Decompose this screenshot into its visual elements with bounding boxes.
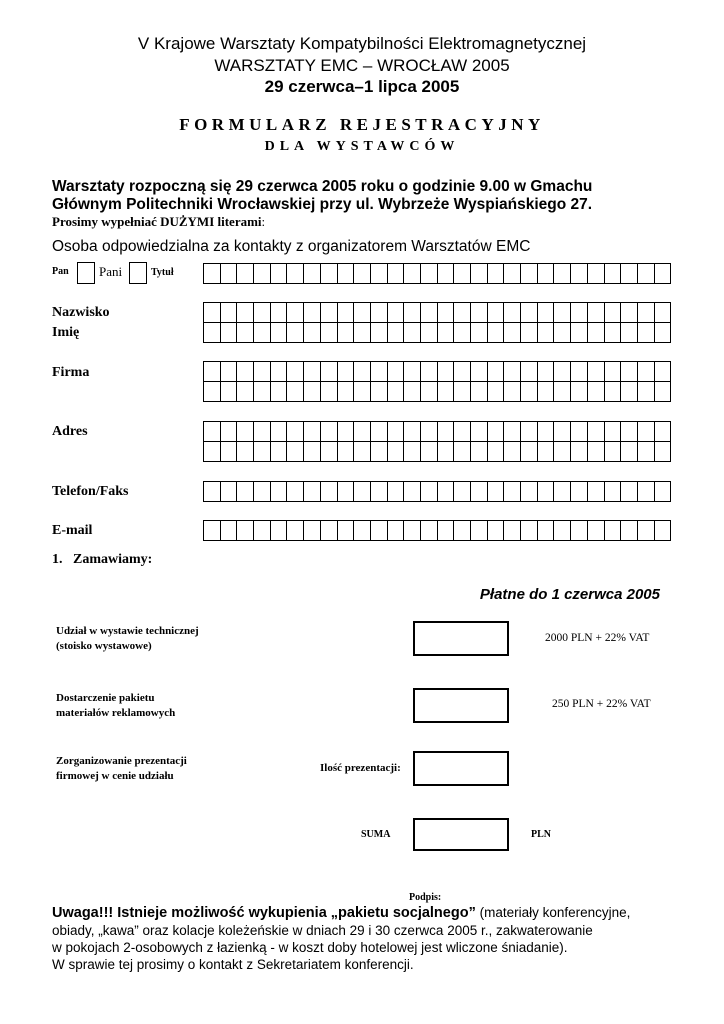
item2-label-2: materiałów reklamowych: [56, 707, 176, 719]
tytul-input[interactable]: [203, 263, 671, 284]
presentation-count-input[interactable]: [413, 751, 509, 786]
social-package-note: [52, 904, 660, 973]
sum-unit: PLN: [531, 829, 551, 840]
label-imie: Imię: [52, 325, 80, 340]
intro-line-1: Warsztaty rozpoczną się 29 czerwca 2005 roku o godzinie 9.00 w Gmachu: [52, 178, 593, 195]
order-heading: 1. Zamawiamy:: [52, 552, 153, 567]
label-firma: Firma: [52, 365, 90, 380]
item1-price: 2000 PLN + 22% VAT: [545, 632, 650, 644]
nazwisko-imie-input[interactable]: [203, 302, 671, 343]
note-rest-1: (materiały konferencyjne,: [475, 905, 631, 920]
label-adres: Adres: [52, 424, 88, 439]
item3-label-2: firmowej w cenie udziału: [56, 770, 174, 782]
contact-heading: Osoba odpowiedzialna za kontakty z organizatorem Warsztatów EMC: [52, 238, 531, 255]
fill-note: Prosimy wypełniać DUŻYMI literami:: [52, 214, 266, 229]
sum-input[interactable]: [413, 818, 509, 851]
note-line-2: obiady, „kawa” oraz kolacje koleżeńskie w dniach 29 i 30 czerwca 2005 r., zakwaterowanie: [52, 923, 593, 938]
item2-price: 250 PLN + 22% VAT: [552, 698, 651, 710]
label-tytul: Tytuł: [151, 267, 174, 278]
header-dates: 29 czerwca–1 lipca 2005: [264, 77, 460, 96]
note-line-4: W sprawie tej prosimy o kontakt z Sekretariatem konferencji.: [52, 957, 414, 972]
item3-label-1: Zorganizowanie prezentacji: [56, 755, 187, 767]
label-pani: Pani: [99, 264, 123, 279]
telefon-input[interactable]: [203, 481, 671, 502]
note-bold: Uwaga!!! Istnieje możliwość wykupienia „pakietu socjalnego”: [52, 905, 476, 921]
deadline: Płatne do 1 czerwca 2005: [479, 586, 660, 603]
adres-input[interactable]: [203, 421, 671, 462]
intro-line-2: Głównym Politechniki Wrocławskiej przy ul. Wybrzeże Wyspiańskiego 27.: [52, 196, 593, 213]
signature-label: Podpis:: [409, 892, 442, 903]
firma-input[interactable]: [203, 361, 671, 402]
item1-checkbox[interactable]: [413, 621, 509, 656]
label-email: E-mail: [52, 523, 93, 538]
checkbox-pan[interactable]: [77, 262, 95, 284]
label-telefon: Telefon/Faks: [52, 484, 129, 499]
label-nazwisko: Nazwisko: [52, 305, 110, 320]
item1-label-2: (stoisko wystawowe): [56, 640, 152, 652]
form-title: FORMULARZ REJESTRACYJNY: [179, 115, 545, 134]
label-pan: Pan: [52, 266, 69, 277]
sum-label: SUMA: [361, 829, 391, 840]
form-subtitle: DLA WYSTAWCÓW: [264, 139, 460, 154]
item2-label-1: Dostarczenie pakietu: [56, 692, 155, 704]
email-input[interactable]: [203, 520, 671, 541]
item3-count-label: Ilość prezentacji:: [320, 762, 401, 774]
header-subtitle: WARSZTATY EMC – WROCŁAW 2005: [214, 56, 510, 75]
checkbox-pani[interactable]: [129, 262, 147, 284]
item2-checkbox[interactable]: [413, 688, 509, 723]
note-line-3: w pokojach 2-osobowych z łazienką - w koszt doby hotelowej jest wliczone śniadanie).: [52, 940, 568, 955]
header-title: V Krajowe Warsztaty Kompatybilności Elektromagnetycznej: [137, 34, 587, 53]
item1-label-1: Udział w wystawie technicznej: [56, 625, 199, 637]
